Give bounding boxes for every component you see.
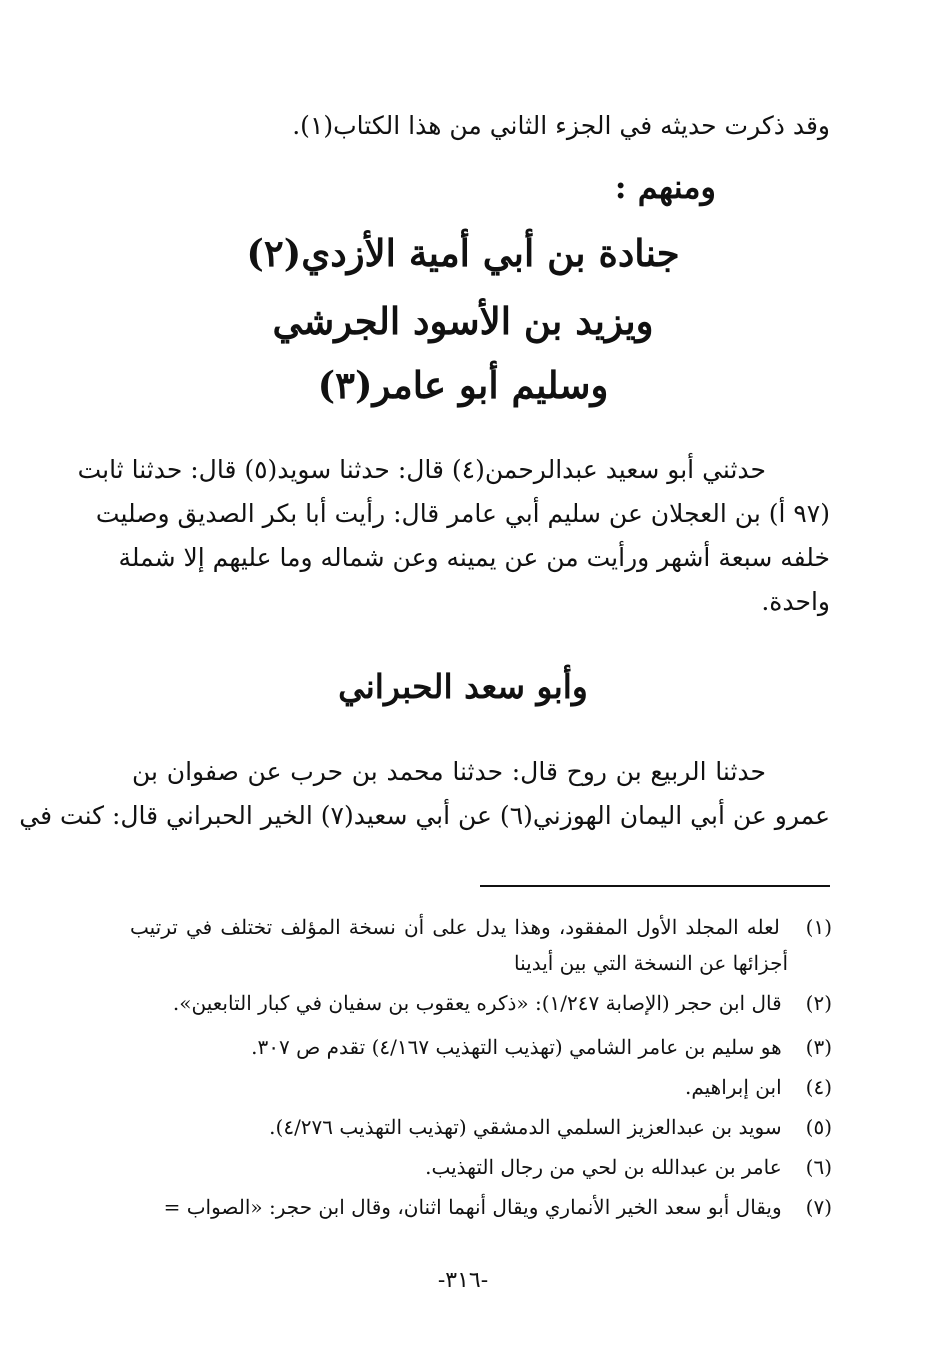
footnote-1-continuation: أجزائها عن النسخة التي بين أيدينا bbox=[514, 951, 788, 975]
footnote-4-text: ابن إبراهيم. bbox=[684, 1075, 782, 1099]
footnote-5-text: سويد بن عبدالعزيز السلمي الدمشقي (تهذيب التهذيب ٤/٢٧٦). bbox=[269, 1115, 782, 1139]
footnote-2 bbox=[130, 986, 832, 1020]
footnote-7-number: (٧) bbox=[805, 1195, 832, 1219]
heading-name-junada: جنادة بن أبي أمية الأزدي(٢) bbox=[246, 231, 680, 275]
footnote-6-number: (٦) bbox=[805, 1155, 832, 1179]
footnote-7-text: ويقال أبو سعد الخير الأنماري ويقال أنهما اثنان، وقال ابن حجر: «الصواب = bbox=[163, 1195, 782, 1219]
paragraph-1-line-3: خلفه سبعة أشهر ورأيت من عن يمينه وعن شماله وما عليهم إلا شملة bbox=[118, 543, 830, 572]
footnote-1 bbox=[130, 910, 832, 944]
paragraph-1-line-2: (٩٧ أ) بن العجلان عن سليم أبي عامر قال: رأيت أبا بكر الصديق وصليت bbox=[95, 499, 830, 528]
footnote-4 bbox=[130, 1070, 832, 1104]
paragraph-2-line-2: عمرو عن أبي اليمان الهوزني(٦) عن أبي سعيد(٧) الخير الحبراني قال: كنت في bbox=[19, 801, 830, 830]
sub-heading: وأبو سعد الحبراني bbox=[338, 667, 588, 706]
footnote-4-number: (٤) bbox=[805, 1075, 832, 1099]
heading-name-yazid: ويزيد بن الأسود الجرشي bbox=[272, 299, 654, 343]
intro-heading: ومنهم : bbox=[614, 168, 716, 206]
paragraph-1-line-4: واحدة. bbox=[761, 587, 830, 616]
heading-name-sulaym: وسليم أبو عامر(٣) bbox=[317, 363, 609, 407]
footnote-2-text: قال ابن حجر (الإصابة ١/٢٤٧): «ذكره يعقوب بن سفيان في كبار التابعين». bbox=[172, 991, 782, 1015]
paragraph-1-line-1: حدثني أبو سعيد عبدالرحمن(٤) قال: حدثنا سويد(٥) قال: حدثنا ثابت bbox=[77, 455, 766, 484]
footnote-6-text: عامر بن عبدالله بن لحي من رجال التهذيب. bbox=[425, 1155, 782, 1179]
footnote-7 bbox=[130, 1190, 832, 1224]
footnote-3-text: هو سليم بن عامر الشامي (تهذيب التهذيب ٤/١٦٧) تقدم ص ٣٠٧. bbox=[251, 1035, 782, 1059]
footnote-3-number: (٣) bbox=[805, 1035, 832, 1059]
footnote-5 bbox=[130, 1110, 832, 1144]
body-line-1: وقد ذكرت حديثه في الجزء الثاني من هذا الكتاب(١). bbox=[292, 111, 830, 140]
footnote-1-text: لعله المجلد الأول المفقود، وهذا يدل على أن نسخة المؤلف تختلف في ترتيب bbox=[130, 915, 780, 939]
footnote-6 bbox=[130, 1150, 832, 1184]
paragraph-2-line-1: حدثنا الربيع بن روح قال: حدثنا محمد بن حرب عن صفوان بن bbox=[132, 757, 766, 786]
footnote-3 bbox=[130, 1030, 832, 1064]
footnote-2-number: (٢) bbox=[805, 991, 832, 1015]
footnote-1-number: (١) bbox=[805, 915, 832, 939]
footnote-separator bbox=[480, 885, 830, 887]
footnote-5-number: (٥) bbox=[805, 1115, 832, 1139]
page-number: -٣١٦- bbox=[437, 1268, 489, 1293]
